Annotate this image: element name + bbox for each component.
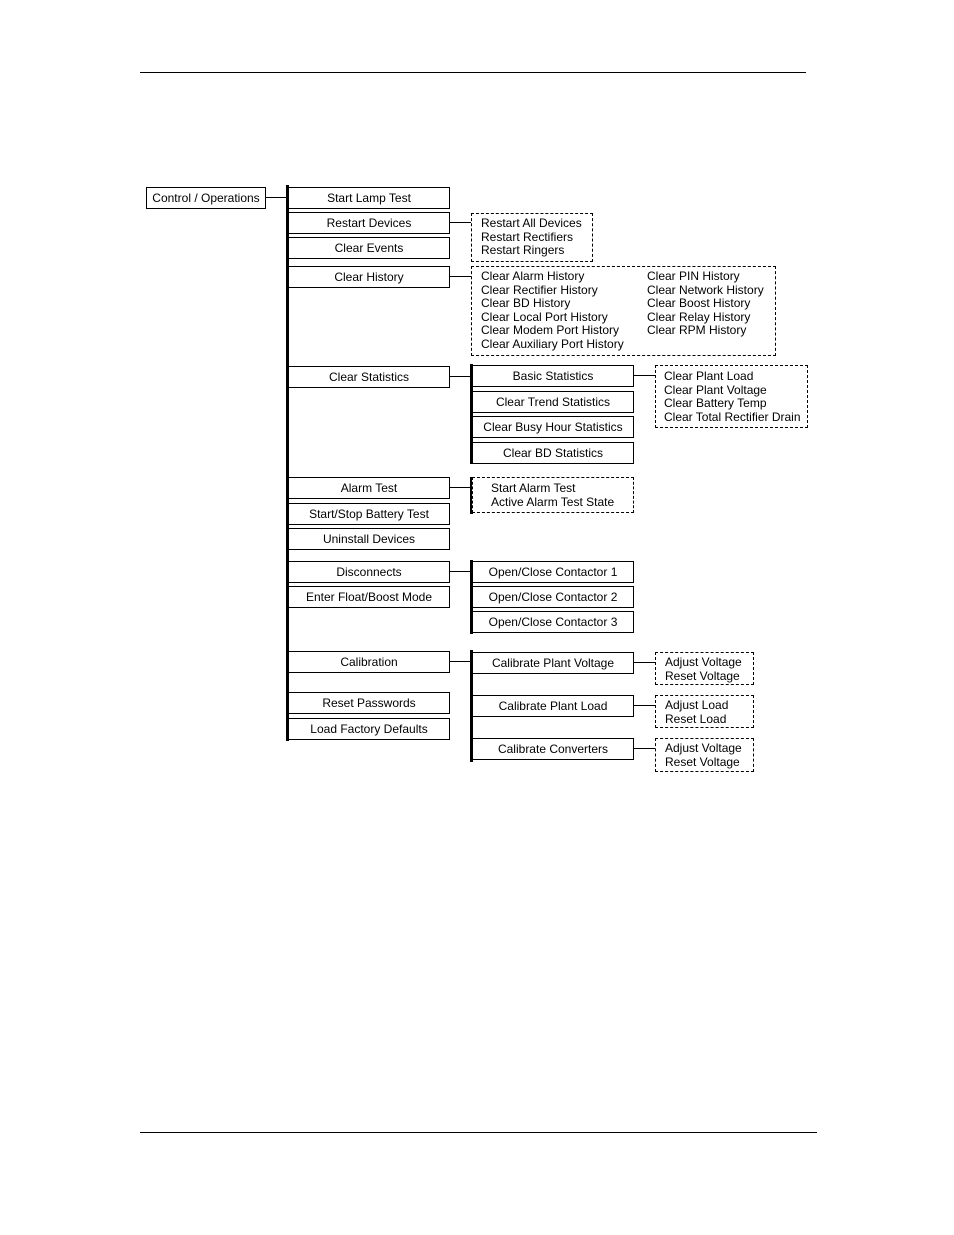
option-clear-auxiliary-port-history: Clear Auxiliary Port History xyxy=(481,336,624,351)
option-converters-adjust-voltage: Adjust Voltage xyxy=(665,741,742,755)
option-restart-ringers: Restart Ringers xyxy=(481,243,565,257)
menu-item-calibration: Calibration xyxy=(288,651,450,673)
option-adjust-voltage: Adjust Voltage xyxy=(665,655,742,669)
menu-item-reset-passwords: Reset Passwords xyxy=(288,692,450,714)
submenu-basic-statistics: Basic Statistics xyxy=(472,365,634,387)
calibrate-voltage-options-box xyxy=(655,652,754,685)
menu-item-restart-devices: Restart Devices xyxy=(288,212,450,234)
option-clear-battery-temp: Clear Battery Temp xyxy=(664,396,767,410)
option-reset-voltage: Reset Voltage xyxy=(665,668,740,683)
disconnects-connector xyxy=(450,571,470,572)
header-rule xyxy=(140,72,806,73)
menu-item-uninstall-devices: Uninstall Devices xyxy=(288,528,450,550)
option-reset-load: Reset Load xyxy=(665,711,727,726)
clear-history-connector xyxy=(450,276,471,277)
calibrate-voltage-connector xyxy=(634,662,655,663)
submenu-clear-trend-statistics: Clear Trend Statistics xyxy=(472,391,634,413)
submenu-clear-busy-hour-statistics: Clear Busy Hour Statistics xyxy=(472,416,634,438)
option-adjust-load: Adjust Load xyxy=(665,698,729,712)
menu-item-clear-history: Clear History xyxy=(288,266,450,288)
menu-item-clear-statistics: Clear Statistics xyxy=(288,366,450,388)
submenu-calibrate-plant-load: Calibrate Plant Load xyxy=(472,695,634,717)
calibrate-load-options-box xyxy=(655,695,754,728)
menu-item-disconnects: Disconnects xyxy=(288,561,450,583)
option-active-alarm-test-state: Active Alarm Test State xyxy=(491,494,615,509)
menu-item-clear-events: Clear Events xyxy=(288,237,450,259)
root-connector xyxy=(266,197,287,198)
option-clear-rpm-history: Clear RPM History xyxy=(647,323,747,337)
clear-history-options-box xyxy=(471,266,776,356)
option-restart-rectifiers: Restart Rectifiers xyxy=(481,229,574,244)
submenu-contactor-3: Open/Close Contactor 3 xyxy=(472,611,634,633)
root-node: Control / Operations xyxy=(146,187,266,209)
alarm-test-connector xyxy=(450,487,470,488)
option-start-alarm-test: Start Alarm Test xyxy=(491,481,576,495)
menu-item-alarm-test: Alarm Test xyxy=(288,477,450,499)
menu-item-load-factory-defaults: Load Factory Defaults xyxy=(288,718,450,740)
submenu-contactor-1: Open/Close Contactor 1 xyxy=(472,561,634,583)
option-clear-bd-history: Clear BD History xyxy=(481,296,571,310)
calibrate-converters-connector xyxy=(634,748,655,749)
option-converters-reset-voltage: Reset Voltage xyxy=(665,754,740,769)
statistics-connector xyxy=(450,376,470,377)
option-clear-network-history: Clear Network History xyxy=(647,282,764,297)
option-clear-total-rectifier-drain: Clear Total Rectifier Drain xyxy=(664,409,801,424)
footer-rule xyxy=(140,1132,817,1133)
option-clear-alarm-history: Clear Alarm History xyxy=(481,269,585,283)
option-clear-modem-port-history: Clear Modem Port History xyxy=(481,323,620,337)
option-clear-plant-voltage: Clear Plant Voltage xyxy=(664,382,767,397)
option-clear-local-port-history: Clear Local Port History xyxy=(481,309,608,324)
restart-options-box xyxy=(471,213,593,262)
basic-statistics-options-box xyxy=(655,365,808,428)
menu-item-float-boost-mode: Enter Float/Boost Mode xyxy=(288,586,450,608)
alarm-test-options-box xyxy=(472,477,634,513)
submenu-calibrate-converters: Calibrate Converters xyxy=(472,738,634,760)
option-clear-boost-history: Clear Boost History xyxy=(647,296,751,310)
submenu-calibrate-plant-voltage: Calibrate Plant Voltage xyxy=(472,652,634,674)
option-clear-relay-history: Clear Relay History xyxy=(647,309,751,324)
calibration-connector xyxy=(450,661,470,662)
basic-statistics-connector xyxy=(634,375,655,376)
menu-item-battery-test: Start/Stop Battery Test xyxy=(288,503,450,525)
option-restart-all-devices: Restart All Devices xyxy=(481,216,582,230)
option-clear-rectifier-history: Clear Rectifier History xyxy=(481,282,598,297)
option-clear-plant-load: Clear Plant Load xyxy=(664,369,754,383)
restart-connector xyxy=(450,222,471,223)
calibrate-load-connector xyxy=(634,705,655,706)
option-clear-pin-history: Clear PIN History xyxy=(647,269,740,283)
calibrate-converters-options-box xyxy=(655,738,754,772)
submenu-contactor-2: Open/Close Contactor 2 xyxy=(472,586,634,608)
submenu-clear-bd-statistics: Clear BD Statistics xyxy=(472,442,634,464)
menu-item-start-lamp-test: Start Lamp Test xyxy=(288,187,450,209)
